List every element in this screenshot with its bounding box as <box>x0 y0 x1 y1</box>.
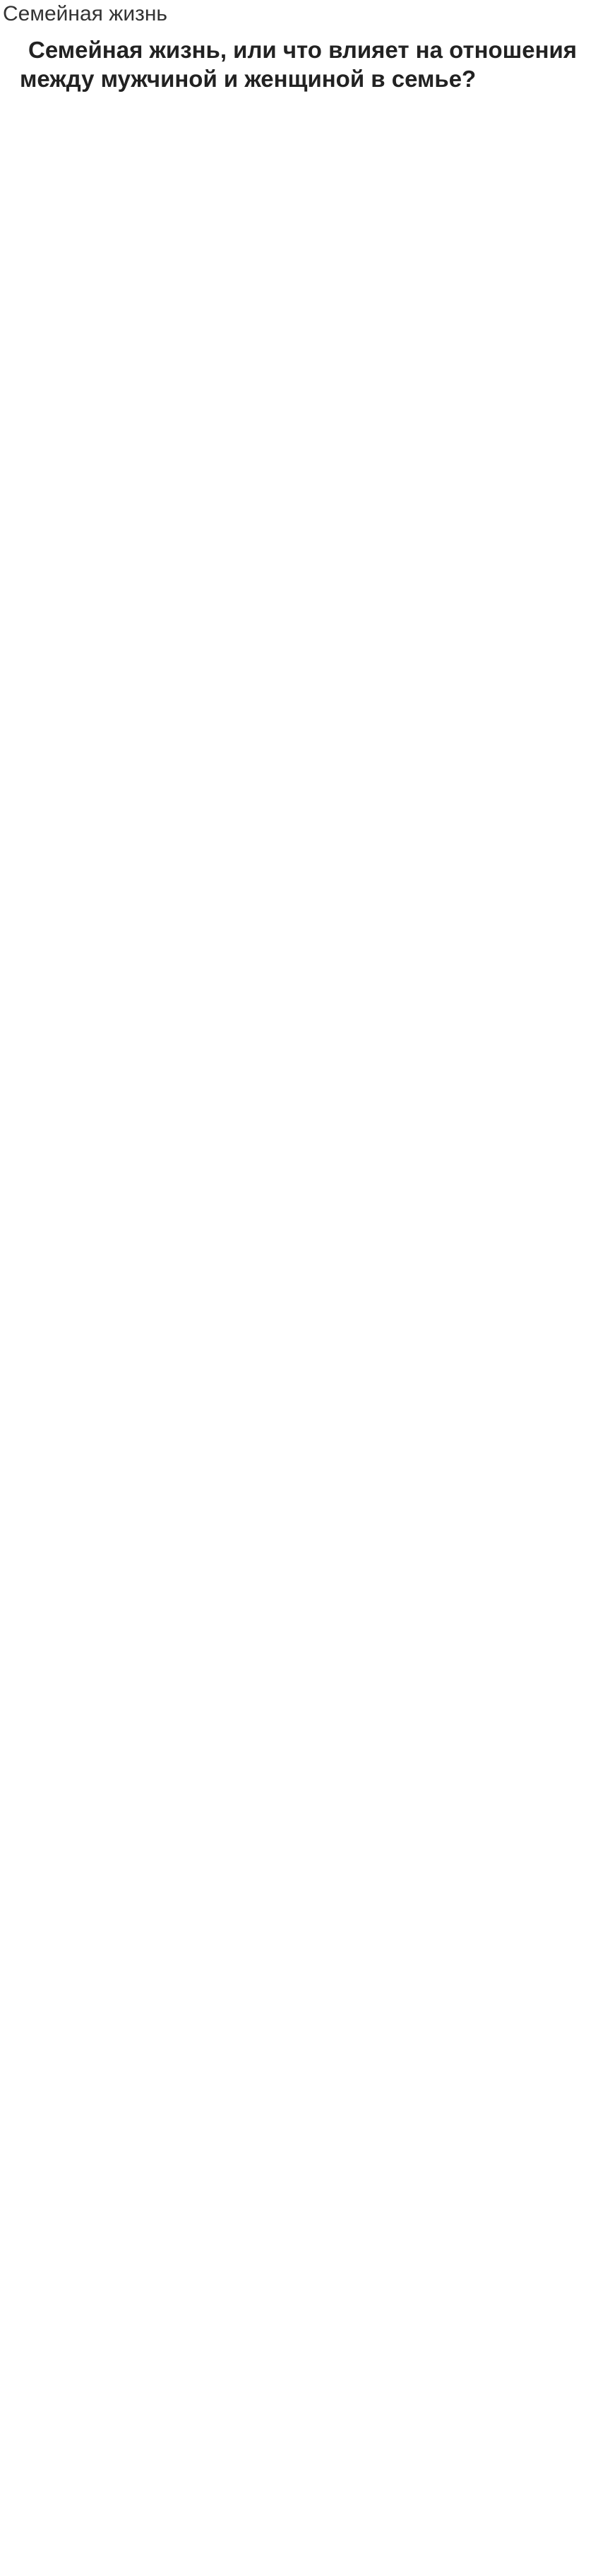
section-label: Семейная жизнь <box>3 2 168 25</box>
article-title: Семейная жизнь, или что влияет на отношения между мужчиной и женщиной в семье? <box>20 37 578 92</box>
